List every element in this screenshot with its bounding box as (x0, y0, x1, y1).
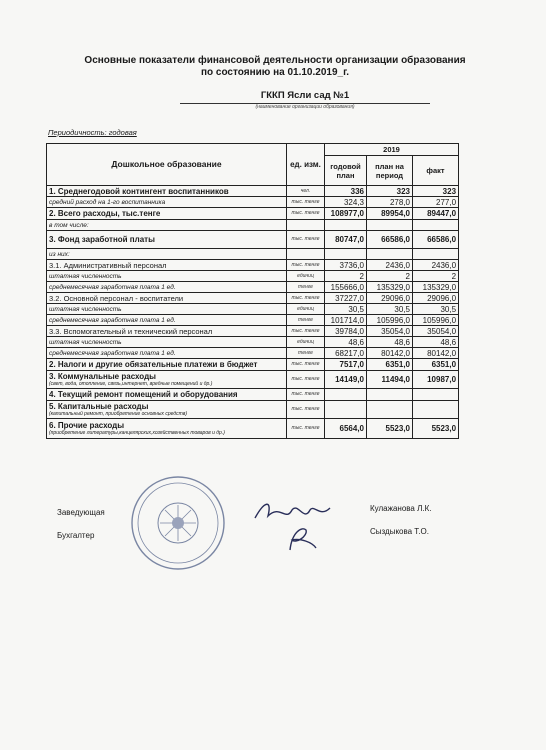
value-cell-v3: 10987,0 (413, 371, 459, 389)
row-label: из них: (49, 251, 70, 258)
value-cell-v1: 2 (325, 271, 367, 282)
accountant-name: Сыздыкова Т.О. (370, 527, 429, 536)
column-header-unit: ед. изм. (287, 144, 325, 186)
director-name: Кулажанова Л.К. (370, 504, 432, 513)
row-label: штатная численность (49, 273, 122, 280)
row-label: средний расход на 1-го воспитанника (49, 199, 166, 206)
table-row (47, 359, 459, 371)
value-cell-v3: 89447,0 (413, 208, 459, 220)
row-unit (287, 220, 325, 231)
value-cell-v1: 37227,0 (325, 293, 367, 304)
row-unit: тыс. тенге (287, 197, 325, 208)
row-unit: единиц (287, 337, 325, 348)
table-row (47, 401, 459, 419)
value-cell-v3: 2 (413, 271, 459, 282)
value-cell-v3: 6351,0 (413, 359, 459, 371)
row-label: 3.3. Вспомогательный и технический персонал (49, 326, 213, 336)
row-label: 2. Налоги и другие обязательные платежи в бюджет (49, 360, 258, 369)
row-sublabel: (приобретение литературы,канцелярских,хозяйственных товаров и др.) (49, 430, 225, 436)
row-unit: тыс. тенге (287, 260, 325, 271)
value-cell-v3 (413, 220, 459, 231)
table-row (47, 271, 459, 282)
row-unit: единиц (287, 271, 325, 282)
value-cell-v2 (367, 389, 413, 401)
table-row (47, 282, 459, 293)
director-role: Заведующая (57, 508, 105, 517)
row-label-cell (47, 401, 287, 419)
row-unit: единиц (287, 304, 325, 315)
row-label-cell (47, 348, 287, 359)
table-row (47, 197, 459, 208)
row-label-cell (47, 337, 287, 348)
column-header-title: Дошкольное образование (47, 144, 287, 186)
value-cell-v1 (325, 401, 367, 419)
row-label: 6. Прочие расходы (49, 421, 125, 430)
row-unit: тенге (287, 282, 325, 293)
value-cell-v3: 80142,0 (413, 348, 459, 359)
value-cell-v2: 35054,0 (367, 326, 413, 337)
row-unit: тыс. тенге (287, 419, 325, 439)
row-unit (287, 249, 325, 260)
table-row (47, 326, 459, 337)
value-cell-v2: 30,5 (367, 304, 413, 315)
value-cell-v2: 135329,0 (367, 282, 413, 293)
value-cell-v3: 2436,0 (413, 260, 459, 271)
table-row (47, 315, 459, 326)
value-cell-v2: 278,0 (367, 197, 413, 208)
value-cell-v1: 14149,0 (325, 371, 367, 389)
value-cell-v3: 5523,0 (413, 419, 459, 439)
row-unit: тыс. тенге (287, 371, 325, 389)
value-cell-v3: 35054,0 (413, 326, 459, 337)
value-cell-v1: 7517,0 (325, 359, 367, 371)
row-label-cell (47, 359, 287, 371)
value-cell-v2: 89954,0 (367, 208, 413, 220)
table-row (47, 337, 459, 348)
row-label-cell (47, 389, 287, 401)
row-unit: тыс. тенге (287, 389, 325, 401)
row-sublabel: (капитальный ремонт, приобретение основных средств) (49, 411, 188, 417)
row-label: 3.2. Основной персонал - воспитатели (49, 293, 184, 303)
value-cell-v1: 336 (325, 186, 367, 197)
value-cell-v3: 66586,0 (413, 231, 459, 249)
row-unit: чел. (287, 186, 325, 197)
row-label: 3. Коммунальные расходы (49, 372, 156, 381)
value-cell-v3: 29096,0 (413, 293, 459, 304)
table-row (47, 389, 459, 401)
row-label: в том числе: (49, 222, 89, 229)
value-cell-v2: 66586,0 (367, 231, 413, 249)
value-cell-v1 (325, 249, 367, 260)
table-row (47, 186, 459, 197)
row-label-cell (47, 220, 287, 231)
table-row (47, 419, 459, 439)
value-cell-v2 (367, 220, 413, 231)
value-cell-v2: 2 (367, 271, 413, 282)
row-label-cell (47, 271, 287, 282)
value-cell-v1: 3736,0 (325, 260, 367, 271)
row-label-cell (47, 231, 287, 249)
value-cell-v3: 323 (413, 186, 459, 197)
value-cell-v3 (413, 389, 459, 401)
value-cell-v1: 80747,0 (325, 231, 367, 249)
column-header-plan-year: годовой план (325, 156, 367, 186)
row-label: 1. Среднегодовой контингент воспитанников (49, 186, 229, 196)
value-cell-v2: 48,6 (367, 337, 413, 348)
value-cell-v1: 108977,0 (325, 208, 367, 220)
row-unit: тыс. тенге (287, 401, 325, 419)
row-label: среднемесячная заработная плата 1 ед. (49, 284, 176, 291)
value-cell-v3 (413, 401, 459, 419)
row-label-cell (47, 260, 287, 271)
value-cell-v3: 135329,0 (413, 282, 459, 293)
row-label-cell (47, 186, 287, 197)
value-cell-v3: 277,0 (413, 197, 459, 208)
row-label: 3.1. Административный персонал (49, 260, 167, 270)
row-unit: тенге (287, 315, 325, 326)
periodicity: Периодичность: годовая (48, 128, 137, 137)
table-row (47, 208, 459, 220)
column-header-fact: факт (413, 156, 459, 186)
value-cell-v1: 39784,0 (325, 326, 367, 337)
row-label-cell (47, 197, 287, 208)
value-cell-v1: 6564,0 (325, 419, 367, 439)
value-cell-v1 (325, 220, 367, 231)
organization-note: (наименование организации образования) (255, 104, 355, 110)
table-row (47, 231, 459, 249)
column-header-year: 2019 (325, 144, 459, 156)
row-label: 5. Капитальные расходы (49, 402, 149, 411)
value-cell-v2: 2436,0 (367, 260, 413, 271)
accountant-role: Бухгалтер (57, 531, 95, 540)
value-cell-v2 (367, 401, 413, 419)
table-row (47, 304, 459, 315)
value-cell-v3: 105996,0 (413, 315, 459, 326)
row-label-cell (47, 315, 287, 326)
row-unit: тыс. тенге (287, 231, 325, 249)
row-label-cell (47, 208, 287, 220)
table-row (47, 293, 459, 304)
table-row (47, 371, 459, 389)
row-label-cell (47, 304, 287, 315)
value-cell-v2: 323 (367, 186, 413, 197)
report-title: Основные показатели финансовой деятельности организации образования (84, 55, 466, 66)
value-cell-v3: 30,5 (413, 304, 459, 315)
value-cell-v3 (413, 249, 459, 260)
row-unit: тыс. тенге (287, 326, 325, 337)
row-label-cell (47, 371, 287, 389)
row-label: 2. Всего расходы, тыс.тенге (49, 209, 161, 218)
column-header-plan-period: план на период (367, 156, 413, 186)
row-unit: тыс. тенге (287, 208, 325, 220)
row-label: среднемесячная заработная плата 1 ед. (49, 350, 176, 357)
indicators-table (46, 143, 459, 439)
report-date: по состоянию на 01.10.2019_г. (200, 67, 350, 78)
value-cell-v1: 324,3 (325, 197, 367, 208)
value-cell-v2: 5523,0 (367, 419, 413, 439)
row-label: штатная численность (49, 339, 122, 346)
row-sublabel: (свет, вода, отопление, связь,интернет, вредные помещений и др.) (49, 381, 213, 387)
value-cell-v3: 48,6 (413, 337, 459, 348)
row-unit: тыс. тенге (287, 359, 325, 371)
row-unit: тенге (287, 348, 325, 359)
row-label-cell (47, 419, 287, 439)
table-row (47, 348, 459, 359)
row-label-cell (47, 293, 287, 304)
value-cell-v1: 155666,0 (325, 282, 367, 293)
accountant-signature (282, 522, 320, 554)
value-cell-v2 (367, 249, 413, 260)
value-cell-v1: 68217,0 (325, 348, 367, 359)
value-cell-v2: 6351,0 (367, 359, 413, 371)
row-label-cell (47, 249, 287, 260)
value-cell-v2: 11494,0 (367, 371, 413, 389)
table-row (47, 260, 459, 271)
value-cell-v1: 30,5 (325, 304, 367, 315)
table-row (47, 249, 459, 260)
row-label: 3. Фонд заработной платы (49, 235, 155, 244)
value-cell-v1: 101714,0 (325, 315, 367, 326)
row-label-cell (47, 326, 287, 337)
row-unit: тыс. тенге (287, 293, 325, 304)
row-label-cell (47, 282, 287, 293)
organization-name: ГККП Ясли сад №1 (260, 90, 350, 101)
value-cell-v2: 80142,0 (367, 348, 413, 359)
value-cell-v1 (325, 389, 367, 401)
row-label: 4. Текущий ремонт помещений и оборудования (49, 390, 238, 399)
row-label: штатная численность (49, 306, 122, 313)
value-cell-v2: 29096,0 (367, 293, 413, 304)
official-stamp (128, 473, 228, 573)
value-cell-v1: 48,6 (325, 337, 367, 348)
table-row (47, 220, 459, 231)
row-label: среднемесячная заработная плата 1 ед. (49, 317, 176, 324)
value-cell-v2: 105996,0 (367, 315, 413, 326)
